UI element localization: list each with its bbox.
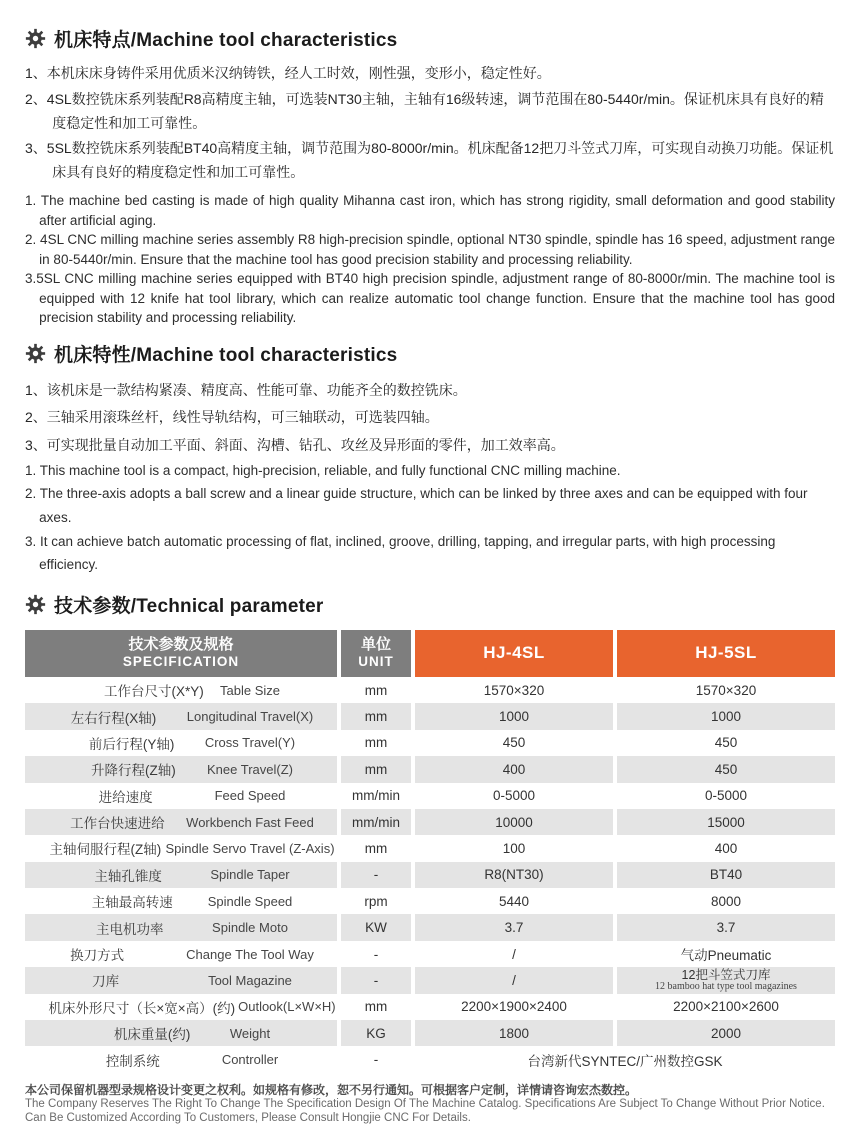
spec-cn-label: 机床外形尺寸（长×宽×高）(约): [48, 1000, 236, 1016]
spec-name-cell: [25, 888, 337, 914]
spec-row: [25, 703, 835, 729]
unit-cell: mm: [341, 835, 411, 861]
spec-table: [25, 630, 835, 1073]
unit-cell: mm: [341, 994, 411, 1020]
spec-name-cell: [25, 1020, 337, 1046]
spec-name-cell: [25, 835, 337, 861]
value-cell-hj4sl: 0-5000: [415, 783, 613, 809]
spec-name-cell: [25, 783, 337, 809]
unit-cell: KW: [341, 914, 411, 940]
section-title-features: [25, 25, 835, 52]
spec-table-header: [25, 630, 835, 677]
column-header-specification: [25, 630, 337, 677]
spec-cn-label: 刀库: [92, 974, 120, 990]
unit-cell: mm: [341, 730, 411, 756]
unit-cell: -: [341, 1046, 411, 1072]
list-item: 1. This machine tool is a compact, high-precision, reliable, and fully functional CNC milling machine.: [25, 462, 621, 478]
spec-row: [25, 677, 835, 703]
section-machine-features: [25, 25, 835, 328]
list-item: 2. The three-axis adopts a ball screw and a linear guide structure, which can be linked by three axes and can be equipped with four axes.: [25, 486, 808, 526]
value-cell-hj5sl: BT40: [617, 862, 835, 888]
spec-en-label: Outlook(L×W×H): [238, 999, 336, 1015]
unit-cell: mm/min: [341, 783, 411, 809]
spec-name-cell: [25, 1046, 337, 1072]
spec-name-cell: [25, 703, 337, 729]
spec-row: [25, 941, 835, 967]
value-cell-hj4sl: 400: [415, 756, 613, 782]
spec-name-cell: [25, 756, 337, 782]
unit-cell: mm: [341, 756, 411, 782]
value-cell-hj5sl: 2200×2100×2600: [617, 994, 835, 1020]
gear-icon: [25, 343, 46, 364]
list-item: 3、可实现批量自动加工平面、斜面、沟槽、钻孔、攻丝及异形面的零件，加工效率高。: [25, 436, 565, 453]
spec-name-cell: [25, 730, 337, 756]
spec-cn-label: 控制系统: [105, 1053, 160, 1069]
spec-cn-label: 工作台快速进给: [70, 816, 165, 832]
spec-cn-label: 主轴最高转速: [91, 895, 173, 911]
unit-cell: -: [341, 941, 411, 967]
section-title-text: 机床特点/Machine tool characteristics: [54, 30, 398, 51]
spec-cn-label: 换刀方式: [70, 948, 125, 964]
spec-en-label: Longitudinal Travel(X): [186, 709, 314, 725]
spec-name-cell: [25, 809, 337, 835]
spec-en-label: Spindle Moto: [212, 920, 288, 936]
value-cell-hj5sl: 1570×320: [617, 677, 835, 703]
list-item: 3. It can achieve batch automatic processing of flat, inclined, groove, drilling, tapping, and irregular parts, with high processing efficiency.: [25, 533, 776, 573]
value-cell-hj4sl: 1000: [415, 703, 613, 729]
value-cell-hj4sl: /: [415, 941, 613, 967]
value-cell-hj4sl: 1800: [415, 1020, 613, 1046]
features-cn-list: [25, 62, 835, 185]
spec-en-label: Weight: [229, 1025, 271, 1041]
spec-cn-label: 主电机功率: [96, 921, 164, 937]
value-cell-hj5sl: 3.7: [617, 914, 835, 940]
spec-en-label: Knee Travel(Z): [207, 761, 293, 777]
spec-en-label: Feed Speed: [214, 788, 286, 804]
section-title-text: 机床特性/Machine tool characteristics: [54, 344, 398, 366]
unit-header-cn: 单位: [360, 635, 391, 653]
unit-cell: mm: [341, 703, 411, 729]
spec-cn-label: 升降行程(Z轴): [91, 763, 176, 779]
column-header-hj5sl: HJ-5SL: [617, 630, 835, 677]
gear-icon: [25, 28, 46, 49]
spec-name-cell: [25, 967, 337, 993]
unit-cell: -: [341, 862, 411, 888]
value-cell-hj4sl: 1570×320: [415, 677, 613, 703]
spec-en-label: Table Size: [220, 682, 280, 698]
spec-name-cell: [25, 862, 337, 888]
value-cell-combined: 台湾新代SYNTEC/广州数控GSK: [415, 1046, 835, 1072]
footer-disclaimer-en: The Company Reserves The Right To Change The Specification Design Of The Machine Catalog. Specifications Are Subject To Change Without Prior Notice. Can Be Customized According To Customers, Please Consult Hongjie CNC For Details.: [25, 1098, 825, 1124]
value-cell-hj5sl: 气动Pneumatic: [617, 941, 835, 967]
spec-cn-label: 进给速度: [98, 789, 153, 805]
value-cell-hj5sl: 15000: [617, 809, 835, 835]
column-header-unit: [341, 630, 411, 677]
spec-cn-label: 左右行程(X轴): [70, 710, 157, 726]
footer-disclaimer-cn: 本公司保留机器型录规格设计变更之权利。如规格有修改，恕不另行通知。可根据客户定制，详情请咨询宏杰数控。: [25, 1082, 638, 1097]
section-technical-parameters: [25, 591, 835, 1073]
value-cell-hj4sl: 5440: [415, 888, 613, 914]
page-footer: [25, 1083, 835, 1126]
spec-name-cell: [25, 677, 337, 703]
spec-row: [25, 809, 835, 835]
section-title-properties: [25, 340, 835, 367]
list-item: 3、5SL数控铣床系列装配BT40高精度主轴，调节范围为80-8000r/min。机床配备12把刀斗笠式刀库，可实现自动换刀功能。保证机床具有良好的精度稳定性和加工可靠性。: [25, 140, 834, 181]
unit-header-en: UNIT: [358, 654, 394, 670]
value-sub: 12 bamboo hat type tool magazines: [655, 980, 797, 992]
value-main: 12把斗笠式刀库: [681, 967, 771, 982]
list-item: 3.5SL CNC milling machine series equipped with BT40 high precision spindle, adjustment range of 80-8000r/min. The machine tool is equipped with 12 knife hat tool library, which can realize automatic tool change function. Ensure that the machine tool has good precision stability and processing reliability.: [25, 271, 835, 326]
spec-row: [25, 967, 835, 993]
spec-name-cell: [25, 994, 337, 1020]
list-item: 1、该机床是一款结构紧凑、精度高、性能可靠、功能齐全的数控铣床。: [25, 381, 467, 398]
spec-row: [25, 835, 835, 861]
value-cell-hj5sl: 450: [617, 730, 835, 756]
spec-en-label: Change The Tool Way: [186, 946, 314, 962]
value-cell-hj4sl: /: [415, 967, 613, 993]
section-machine-properties: [25, 340, 835, 577]
section-title-text: 技术参数/Technical parameter: [54, 595, 324, 617]
spec-row: [25, 914, 835, 940]
spec-en-label: Spindle Speed: [207, 893, 293, 909]
features-en-list: [25, 191, 835, 328]
value-cell-hj4sl: 2200×1900×2400: [415, 994, 613, 1020]
spec-row: [25, 888, 835, 914]
value-cell-hj5sl: 8000: [617, 888, 835, 914]
spec-row: [25, 1046, 835, 1072]
spec-cn-label: 主轴伺服行程(Z轴): [49, 842, 162, 858]
spec-header-cn: 技术参数及规格: [128, 635, 234, 653]
list-item: 2、三轴采用滚珠丝杆，线性导轨结构，可三轴联动，可选装四轴。: [25, 409, 439, 426]
spec-name-cell: [25, 941, 337, 967]
spec-en-label: Controller: [221, 1052, 279, 1068]
value-cell-hj4sl: R8(NT30): [415, 862, 613, 888]
spec-cn-label: 工作台尺寸(X*Y): [104, 684, 204, 700]
value-cell-hj4sl: 100: [415, 835, 613, 861]
unit-cell: KG: [341, 1020, 411, 1046]
unit-cell: mm/min: [341, 809, 411, 835]
value-cell-hj5sl: 1000: [617, 703, 835, 729]
value-cell-hj4sl: 3.7: [415, 914, 613, 940]
spec-en-label: Spindle Taper: [210, 867, 290, 883]
spec-cn-label: 前后行程(Y轴): [88, 736, 175, 752]
unit-cell: rpm: [341, 888, 411, 914]
spec-header-en: SPECIFICATION: [122, 654, 240, 670]
list-item: 2、4SL数控铣床系列装配R8高精度主轴，可选装NT30主轴，主轴有16级转速，调节范围在80-5440r/min。保证机床具有良好的精度稳定性和加工可靠性。: [25, 90, 824, 131]
value-cell-hj5sl: 0-5000: [617, 783, 835, 809]
properties-cn-list: [25, 377, 835, 459]
value-cell-hj4sl: 10000: [415, 809, 613, 835]
list-item: 1、本机床床身铸件采用优质米汉纳铸铁，经人工时效，刚性强，变形小，稳定性好。: [25, 65, 551, 81]
spec-en-label: Cross Travel(Y): [204, 735, 296, 751]
spec-row: [25, 756, 835, 782]
section-title-parameters: [25, 591, 835, 618]
value-cell-hj5sl: 450: [617, 756, 835, 782]
spec-name-cell: [25, 914, 337, 940]
spec-cn-label: 机床重量(约): [113, 1027, 191, 1043]
spec-row: [25, 1020, 835, 1046]
spec-row: [25, 994, 835, 1020]
column-header-hj4sl: HJ-4SL: [415, 630, 613, 677]
list-item: 2. 4SL CNC milling machine series assembly R8 high-precision spindle, optional NT30 spindle, spindle has 16 speed, adjustment range in 80-5440r/min. Ensure that the machine tool has good precision stability and processing reliability.: [25, 232, 835, 267]
unit-cell: -: [341, 967, 411, 993]
spec-en-label: Tool Magazine: [208, 972, 292, 988]
value-cell-hj5sl: 400: [617, 835, 835, 861]
spec-row: [25, 862, 835, 888]
value-cell-hj5sl: 2000: [617, 1020, 835, 1046]
gear-icon: [25, 594, 46, 615]
spec-cn-label: 主轴孔锥度: [94, 868, 162, 884]
properties-en-list: [25, 459, 835, 577]
spec-table-body: [25, 677, 835, 1073]
spec-en-label: Spindle Servo Travel (Z-Axis): [165, 840, 335, 856]
spec-row: [25, 730, 835, 756]
spec-row: [25, 783, 835, 809]
value-cell-hj5sl: [617, 967, 835, 993]
value-cell-hj4sl: 450: [415, 730, 613, 756]
spec-en-label: Workbench Fast Feed: [186, 814, 314, 830]
unit-cell: mm: [341, 677, 411, 703]
list-item: 1. The machine bed casting is made of high quality Mihanna cast iron, which has strong rigidity, small deformation and good stability after artificial aging.: [25, 192, 835, 228]
